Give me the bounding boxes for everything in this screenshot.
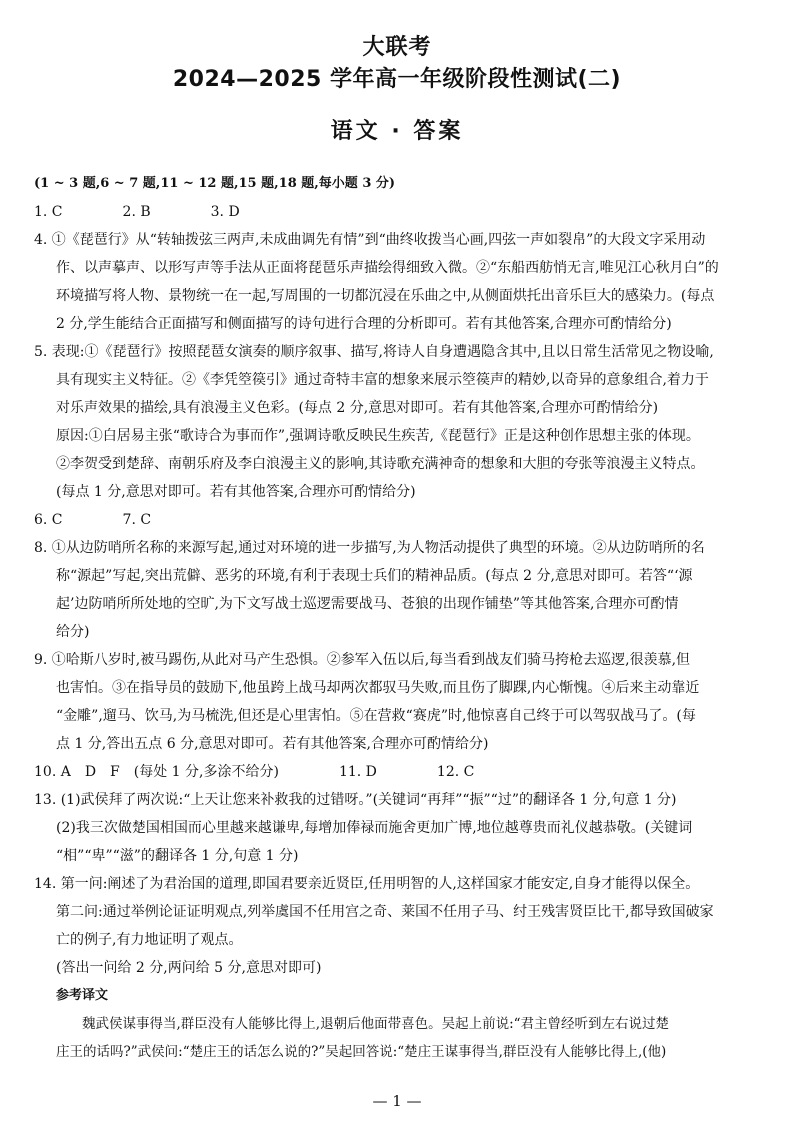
answer-14-line: (答出一问给 2 分,两问给 5 分,意思对即可) xyxy=(56,960,322,976)
answer-3: 3. D xyxy=(210,204,240,220)
answer-11: 11. D xyxy=(338,764,377,780)
page-number: — 1 — xyxy=(372,1092,422,1110)
answer-7: 7. C xyxy=(122,512,152,528)
answer-2: 2. B xyxy=(122,204,151,220)
answer-8-line: 称“源起”写起,突出荒僻、恶劣的环境,有利于表现士兵们的精神品质。(每点 2 分,意思对即可。若答“‘源 xyxy=(56,568,693,584)
answer-14-line: 第二问:通过举例论证证明观点,列举虞国不任用宫之奇、莱国不任用子马、纣王残害贤臣比干,都导致国破家 xyxy=(56,904,714,920)
answer-10: 10. A D F (每处 1 分,多涂不给分) xyxy=(34,764,279,780)
answer-13-line: “相”“卑”“滋”的翻译各 1 分,句意 1 分) xyxy=(56,848,299,864)
answer-1: 1. C xyxy=(34,204,63,220)
answer-8-line: 给分) xyxy=(56,624,90,640)
answer-5-line: 5. 表现:①《琵琶行》按照琵琶女演奏的顺序叙事、描写,将诗人自身遭遇隐含其中,且以日常生活常见之物设喻, xyxy=(34,344,714,360)
answer-4-line: 作、以声摹声、以形写声等手法从正面将琵琶乐声描绘得细致入微。②“东船西舫悄无言,唯见江心秋月白”的 xyxy=(56,260,719,276)
answer-5-line: 原因:①白居易主张“歌诗合为事而作”,强调诗歌反映民生疾苦,《琵琶行》正是这种创作思想主张的体现。 xyxy=(56,428,700,444)
answer-8-line: 起’边防哨所所处地的空旷,为下文写战士巡逻需要战马、苍狼的出现作铺垫”等其他答案,合理亦可酌情 xyxy=(56,596,679,612)
answers-6-7 xyxy=(34,506,774,534)
answer-content xyxy=(34,170,774,1066)
answer-6: 6. C xyxy=(34,512,63,528)
answer-13-line: (2)我三次做楚国相国而心里越来越谦卑,每增加俸禄而施舍更加广博,地位越尊贵而礼仪越恭敬。(关键词 xyxy=(56,820,693,836)
answer-5-line: 具有现实主义特征。②《李凭箜篌引》通过奇特丰富的想象来展示箜篌声的精妙,以奇异的意象组合,着力于 xyxy=(56,372,709,388)
answer-14-line: 亡的例子,有力地证明了观点。 xyxy=(56,932,243,948)
answer-4-line: 2 分,学生能结合正面描写和侧面描写的诗句进行合理的分析即可。若有其他答案,合理亦可酌情给分) xyxy=(56,316,672,332)
answer-14-line: 14. 第一问:阐述了为君治国的道理,即国君要亲近贤臣,任用明智的人,这样国家才能安定,自身才能得以保全。 xyxy=(34,876,700,892)
exam-name: 大联考 xyxy=(362,35,432,60)
answers-1-3 xyxy=(34,198,774,226)
answer-4-line: 4. ①《琵琶行》从“转轴拨弦三两声,未成曲调先有情”到“曲终收拨当心画,四弦一声如裂帛”的大段文字采用动 xyxy=(34,232,706,248)
answer-12: 12. C xyxy=(436,764,475,780)
answer-5-line: ②李贺受到楚辞、南朝乐府及李白浪漫主义的影响,其诗歌充满神奇的想象和大胆的夸张等浪漫主义特点。 xyxy=(56,456,705,472)
reference-translation-heading: 参考译文 xyxy=(56,988,109,1003)
answer-8-line: 8. ①从边防哨所名称的来源写起,通过对环境的进一步描写,为人物活动提供了典型的环境。②从边防哨所的名 xyxy=(34,540,705,556)
answer-9-line: “金雕”,遛马、饮马,为马梳洗,但还是心里害怕。⑤在营救“赛虎”时,他惊喜自己终于可以驾驭战马了。(每 xyxy=(56,708,696,724)
answer-9-line: 也害怕。③在指导员的鼓励下,他虽跨上战马却两次都驭马失败,而且伤了脚踝,内心惭愧。④后来主动靠近 xyxy=(56,680,700,696)
exam-title: 2024—2025 学年高一年级阶段性测试(二) xyxy=(172,67,622,92)
answer-5-line: 对乐声效果的描绘,具有浪漫主义色彩。(每点 2 分,意思对即可。若有其他答案,合理亦可酌情给分) xyxy=(56,400,659,416)
answer-9-line: 点 1 分,答出五点 6 分,意思对即可。若有其他答案,合理亦可酌情给分) xyxy=(56,736,489,752)
answer-13-line: 13. (1)武侯拜了两次说:“上天让您来补救我的过错呀。”(关键词“再拜”“振”“过”的翻译各 1 分,句意 1 分) xyxy=(34,792,677,808)
answer-5-line: (每点 1 分,意思对即可。若有其他答案,合理亦可酌情给分) xyxy=(56,484,416,500)
reference-translation-line: 魏武侯谋事得当,群臣没有人能够比得上,退朝后他面带喜色。吴起上前说:“君主曾经听到左右说过楚 xyxy=(82,1016,670,1032)
subject-title: 语文 · 答案 xyxy=(330,119,464,144)
answer-4-line: 环境描写将人物、景物统一在一起,写周围的一切都沉浸在乐曲之中,从侧面烘托出音乐巨大的感染力。(每点 xyxy=(56,288,715,304)
scoring-note: (1 ~ 3 题,6 ~ 7 题,11 ~ 12 题,15 题,18 题,每小题 3 分) xyxy=(34,176,396,191)
reference-translation-line: 庄王的话吗?”武侯问:“楚庄王的话怎么说的?”吴起回答说:“楚庄王谋事得当,群臣没有人能够比得上,(他) xyxy=(56,1044,667,1060)
answers-10-12 xyxy=(34,758,774,786)
answer-9-line: 9. ①哈斯八岁时,被马踢伤,从此对马产生恐惧。②参军入伍以后,每当看到战友们骑马挎枪去巡逻,很羡慕,但 xyxy=(34,652,691,668)
